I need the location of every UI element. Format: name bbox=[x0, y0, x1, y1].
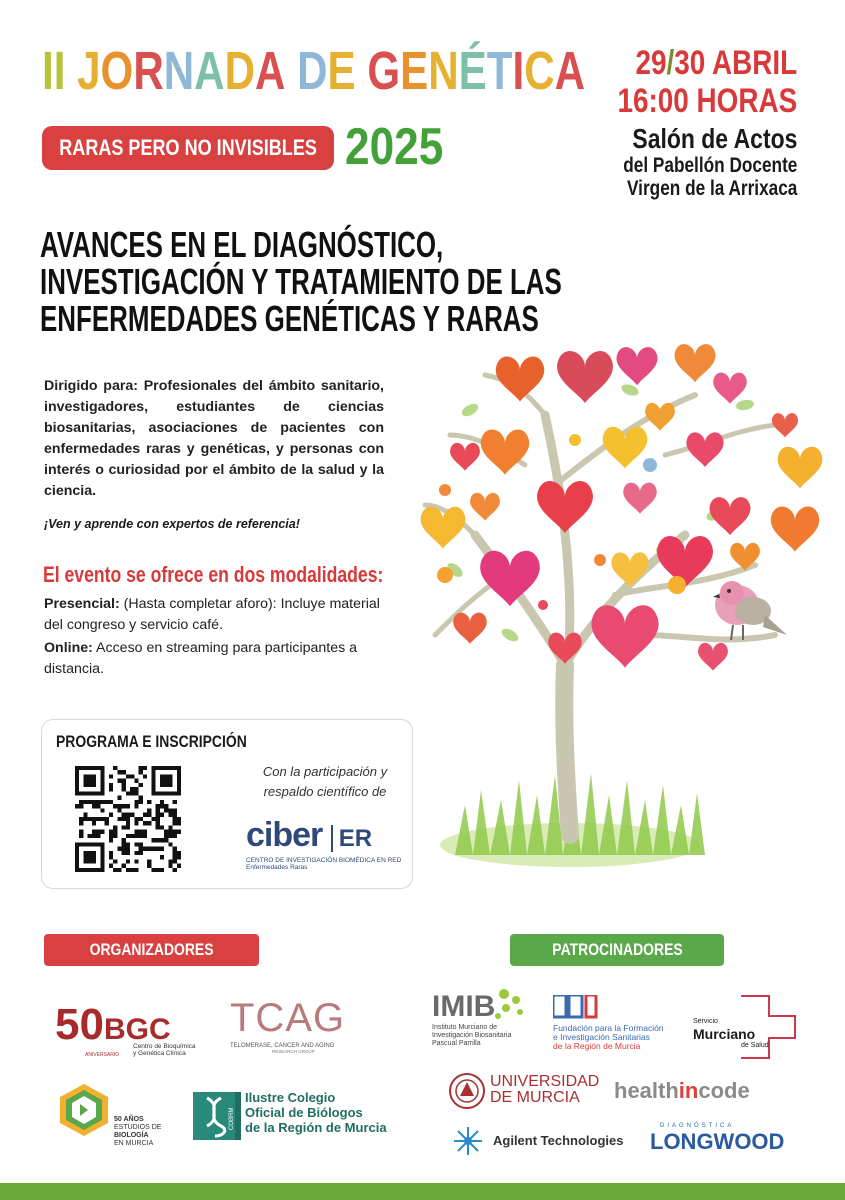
title-letter: É bbox=[458, 41, 487, 101]
modalities-title: El evento se ofrece en dos modalidades: bbox=[43, 562, 384, 587]
bio-line1: 50 AÑOS bbox=[114, 1116, 144, 1123]
imib-sub2: Investigación Biosanitaria bbox=[432, 1032, 512, 1039]
title-letter: A bbox=[255, 41, 298, 101]
headline-line2: INVESTIGACIÓN Y TRATAMIENTO DE LAS bbox=[40, 261, 562, 302]
bgc-logo bbox=[55, 1000, 196, 1058]
ciber-er-mark bbox=[331, 825, 372, 852]
longwood-top: DIAGNÓSTICA bbox=[660, 1123, 735, 1129]
um-seal-icon bbox=[448, 1072, 486, 1110]
sms-line2: Murciano bbox=[693, 1026, 756, 1042]
subtitle-pill-text: RARAS PERO NO INVISIBLES bbox=[59, 135, 317, 160]
imib-wordmark: IMIB bbox=[432, 990, 496, 1023]
title-letter: N bbox=[163, 41, 195, 101]
bio-line2: ESTUDIOS DE bbox=[114, 1124, 162, 1131]
title-letter: II bbox=[42, 41, 78, 101]
cobrm-line1: Ilustre Colegio bbox=[245, 1090, 336, 1105]
title-letter: T bbox=[486, 41, 513, 101]
title-letter: E bbox=[327, 41, 368, 101]
participation-text: Con la participación y respaldo científico de bbox=[262, 764, 388, 799]
headline bbox=[40, 226, 562, 337]
hic-code: code bbox=[698, 1078, 750, 1103]
bio-line4: EN MURCIA bbox=[114, 1140, 154, 1147]
hic-health: health bbox=[614, 1078, 679, 1103]
ffis-line1: Fundación para la Formación bbox=[553, 1023, 664, 1033]
agilent-logo bbox=[453, 1126, 624, 1161]
call-to-action: ¡Ven y aprende con expertos de referencia! bbox=[44, 517, 300, 531]
date-rest: 30 ABRIL bbox=[674, 44, 797, 82]
venue-line3: Virgen de la Arrixaca bbox=[626, 177, 797, 200]
longwood-text: LONGWOOD bbox=[650, 1129, 785, 1154]
tcag-wordmark: TCAG bbox=[230, 996, 346, 1040]
sms-line3: de Salud bbox=[741, 1042, 769, 1049]
title-letter: A bbox=[554, 41, 586, 101]
title-letter: J bbox=[77, 41, 101, 101]
tcag-sub: TELOMERASE, CANCER AND AGING bbox=[230, 1043, 335, 1049]
presencial-text: (Hasta completar aforo): Incluye material del congreso y servicio café. bbox=[44, 596, 380, 633]
title-letter: A bbox=[194, 41, 225, 101]
date-day1: 29 bbox=[635, 44, 667, 82]
ciber-er-text: ER bbox=[338, 825, 373, 852]
title-letter: G bbox=[367, 41, 401, 101]
bgc-sub1: Centro de Bioquímica bbox=[133, 1043, 196, 1050]
date-separator: / bbox=[666, 44, 675, 82]
title-letter: I bbox=[512, 41, 525, 101]
ffis-logo bbox=[553, 995, 664, 1051]
imib-sub1: Instituto Murciano de bbox=[432, 1024, 497, 1031]
venue-line2: del Pabellón Docente bbox=[622, 154, 797, 177]
imib-logo bbox=[432, 990, 511, 1048]
ciber-subtitle2: Enfermedades Raras bbox=[246, 864, 308, 871]
organizers-header-text: ORGANIZADORES bbox=[89, 940, 214, 959]
event-title bbox=[42, 40, 585, 102]
intro-text: Dirigido para: Profesionales del ámbito sanitario, investigadores, estudiantes de ciencias biosanitarias, asociaciones de pacientes con enfermedades raras y genéticas, y personas con interés o curiosidad por el ámbito de la salud y la ciencia. bbox=[44, 378, 384, 499]
sponsors-header-text: PATROCINADORES bbox=[551, 940, 683, 959]
ffis-line2: e Investigación Sanitarias bbox=[553, 1032, 650, 1042]
longwood-logo bbox=[650, 1123, 784, 1155]
event-date bbox=[617, 44, 797, 120]
venue-line1: Salón de Actos bbox=[631, 123, 797, 154]
cobrm-line2: Oficial de Biólogos bbox=[245, 1105, 363, 1120]
qr-code[interactable] bbox=[75, 766, 181, 872]
imib-dots-icon bbox=[492, 986, 526, 1022]
bird-illustration bbox=[713, 581, 787, 640]
biologia-50-logo bbox=[56, 1082, 162, 1147]
title-letter: E bbox=[400, 41, 429, 101]
bgc-sub2: y Genética Clínica bbox=[133, 1050, 186, 1057]
title-letter: N bbox=[428, 41, 459, 101]
presencial-label: Presencial: bbox=[44, 596, 120, 612]
cobrm-line3: de la Región de Murcia bbox=[245, 1120, 387, 1135]
heart-tree-illustration bbox=[415, 335, 845, 895]
bgc-name: BGC bbox=[103, 1013, 171, 1046]
title-letter: D bbox=[224, 41, 256, 101]
online-text: Acceso en streaming para participantes a distancia. bbox=[44, 640, 358, 677]
title-letter: R bbox=[133, 41, 164, 101]
sms-line1: Servicio bbox=[693, 1018, 718, 1025]
agilent-spark-icon bbox=[453, 1126, 483, 1156]
ciber-subtitle1: CENTRO DE INVESTIGACIÓN BIOMÉDICA EN RED bbox=[246, 857, 402, 864]
tcag-sub2: RESEARCH GROUP bbox=[272, 1049, 315, 1054]
hexagon-icon bbox=[56, 1082, 112, 1138]
program-title: PROGRAMA E INSCRIPCIÓN bbox=[56, 732, 247, 751]
hic-in: in bbox=[678, 1078, 699, 1103]
healthincode-logo bbox=[614, 1078, 750, 1104]
online-label: Online: bbox=[44, 640, 93, 656]
ciber-wordmark: ciber bbox=[246, 816, 323, 854]
event-year: 2025 bbox=[345, 118, 444, 176]
um-line1: UNIVERSIDAD bbox=[490, 1073, 600, 1090]
bio-line3: BIOLOGÍA bbox=[114, 1132, 149, 1139]
headline-line1: AVANCES EN EL DIAGNÓSTICO, bbox=[40, 224, 444, 265]
title-letter: C bbox=[524, 41, 555, 101]
title-letter: O bbox=[100, 41, 134, 101]
event-time: 16:00 HORAS bbox=[617, 82, 797, 120]
modality-online bbox=[44, 638, 389, 680]
ffis-line3: de la Región de Murcia bbox=[553, 1041, 641, 1051]
ffis-mark-icon bbox=[553, 995, 599, 1019]
event-venue bbox=[623, 124, 797, 200]
imib-sub3: Pascual Parrilla bbox=[432, 1040, 481, 1047]
subtitle-pill bbox=[42, 126, 334, 170]
bgc-50: 50 bbox=[55, 1000, 104, 1049]
cobrm-side-text: COBRM bbox=[229, 1107, 235, 1130]
ciber-logo bbox=[246, 816, 401, 871]
title-letter: D bbox=[297, 41, 328, 101]
tcag-logo bbox=[230, 996, 345, 1054]
headline-line3: ENFERMEDADES GENÉTICAS Y RARAS bbox=[40, 298, 539, 339]
um-logo bbox=[448, 1072, 600, 1115]
agilent-text: Agilent Technologies bbox=[493, 1133, 624, 1148]
sponsors-header bbox=[510, 934, 724, 966]
bgc-aniversario: ANIVERSARIO bbox=[85, 1052, 120, 1058]
modality-presencial bbox=[44, 594, 389, 636]
um-line2: DE MURCIA bbox=[490, 1089, 580, 1106]
footer-bar bbox=[0, 1183, 845, 1200]
organizers-header bbox=[44, 934, 259, 966]
